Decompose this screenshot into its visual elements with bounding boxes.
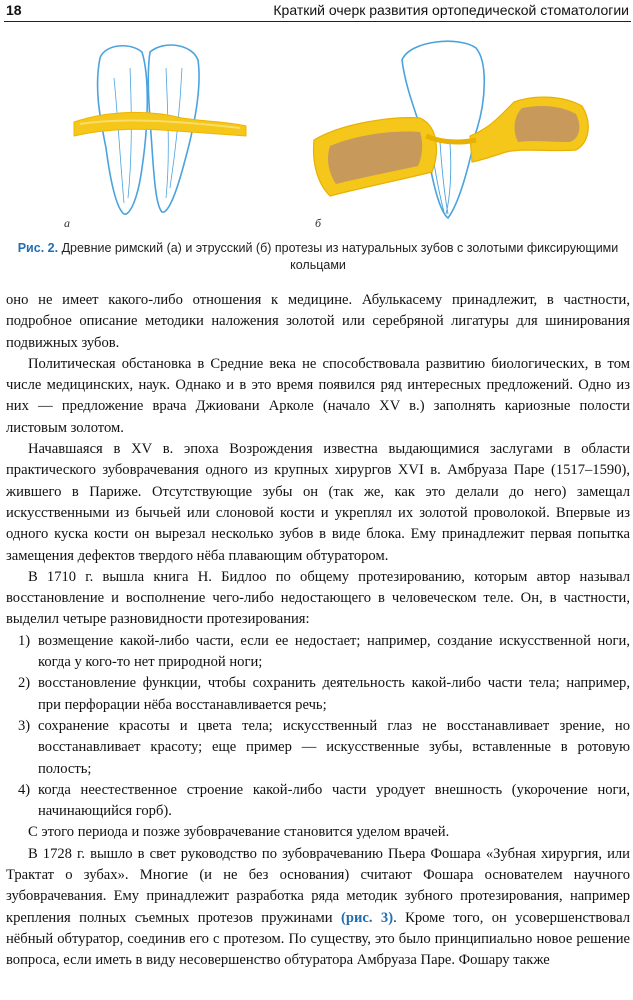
paragraph-6 — [6, 844, 630, 972]
paragraph-4: В 1710 г. вышла книга Н. Бидлоо по общему протезированию, которым автор называл восстановление и восполнение чего-либо недостающего в человеческом теле. Он, в частности, выделил четыре разновидности протезирования: — [6, 568, 630, 628]
header-rule — [4, 21, 631, 22]
body-text — [6, 290, 630, 972]
paragraph-1: оно не имеет какого-либо отношения к медицине. Абулькасему принадлежит, в частности, подробное описание методики наложения золотой или серебряной лигатуры для шинирования подвижных зубов. — [6, 292, 630, 351]
list-item — [6, 631, 630, 674]
list-item-text: сохранение красоты и цвета тела; искусственный глаз не восстанавливает зрение, но восстанавливает красоту; еще пример — искусственные зубы, вставленные в ротовую полость; — [38, 717, 630, 777]
etruscan-prosthesis-illustration — [300, 32, 600, 222]
figure-3-reference[interactable]: (рис. 3) — [340, 909, 394, 926]
caption-lead: Рис. 2. — [17, 241, 59, 255]
prosthetics-types-list — [6, 631, 630, 823]
figure-2 — [0, 28, 633, 238]
list-item — [6, 673, 630, 716]
paragraph-6-start: В 1728 г. вышло в свет руководство по зубоврачеванию Пьера Фошара «Зубная хирургия, или Трактат о зубах». Многие (и не без основания) считают Фошара основателем научного зубоврачевания. Ему принадлежит разработка ряда методик зубного протезирования, например крепления полных съемных протезов пружинами — [6, 845, 630, 926]
list-marker: 4) — [18, 781, 31, 798]
page-header — [4, 2, 631, 22]
list-item — [6, 780, 630, 823]
figure-label-a: а — [64, 216, 70, 230]
paragraph-6-end: . Кроме того, он усовершенствовал нёбный обтуратор, соединив его с протезом. По существу, это было принципиально новое решение вопроса, если иметь в виду несовершенство обтуратора Амбруаза Паре. Фошару также — [6, 909, 630, 969]
list-marker: 3) — [18, 717, 31, 734]
list-marker: 1) — [18, 632, 31, 649]
paragraph-3: Начавшаяся в XV в. эпоха Возрождения известна выдающимися заслугами в области практического зубоврачевания одного из крупных хирургов XVI в. Амбруаза Паре (1517–1590), жившего в Париже. Отсутствующие зубы он (так же, как это делали до него) замещал искусственными из бычьей или слоновой кости и укреплял их золотой проволокой. Впервые из одного куска кости он вырезал несколько зубов в виде блока. Ему принадлежит первая попытка замещения дефектов твердого нёба плавающим обтуратором. — [6, 441, 630, 564]
list-item-text: когда неестественное строение какой-либо части уродует внешность (укорочение ноги, начинающийся горб). — [38, 781, 630, 820]
list-item — [6, 716, 630, 780]
list-item-text: возмещение какой-либо части, если ее недостает; например, создание искусственной ноги, когда у кого-то нет природной ноги; — [38, 632, 630, 671]
roman-prosthesis-illustration — [70, 38, 250, 218]
page-number: 18 — [6, 2, 22, 18]
running-title: Краткий очерк развития ортопедической стоматологии — [273, 2, 629, 18]
list-item-text: восстановление функции, чтобы сохранить деятельность какой-либо части тела; например, при перфорации нёба восстанавливается речь; — [38, 675, 630, 713]
list-marker: 2) — [18, 675, 31, 692]
caption-text: Древние римский (а) и этрусский (б) протезы из натуральных зубов с золотыми фиксирующими кольцами — [61, 241, 619, 272]
bone-fill-right — [515, 106, 580, 142]
figure-label-b: б — [315, 216, 322, 230]
paragraph-5: С этого периода и позже зубоврачевание становится уделом врачей. — [28, 824, 450, 841]
figure-caption — [8, 240, 628, 274]
paragraph-2: Политическая обстановка в Средние века не способствовала развитию биологических, в том числе медицинских, наук. Однако и в это время появился ряд интересных предложений. Одно из них — предложение врача Джиовани Арколе (начало XV в.) заполнять кариозные полости листовым золотом. — [6, 355, 630, 436]
